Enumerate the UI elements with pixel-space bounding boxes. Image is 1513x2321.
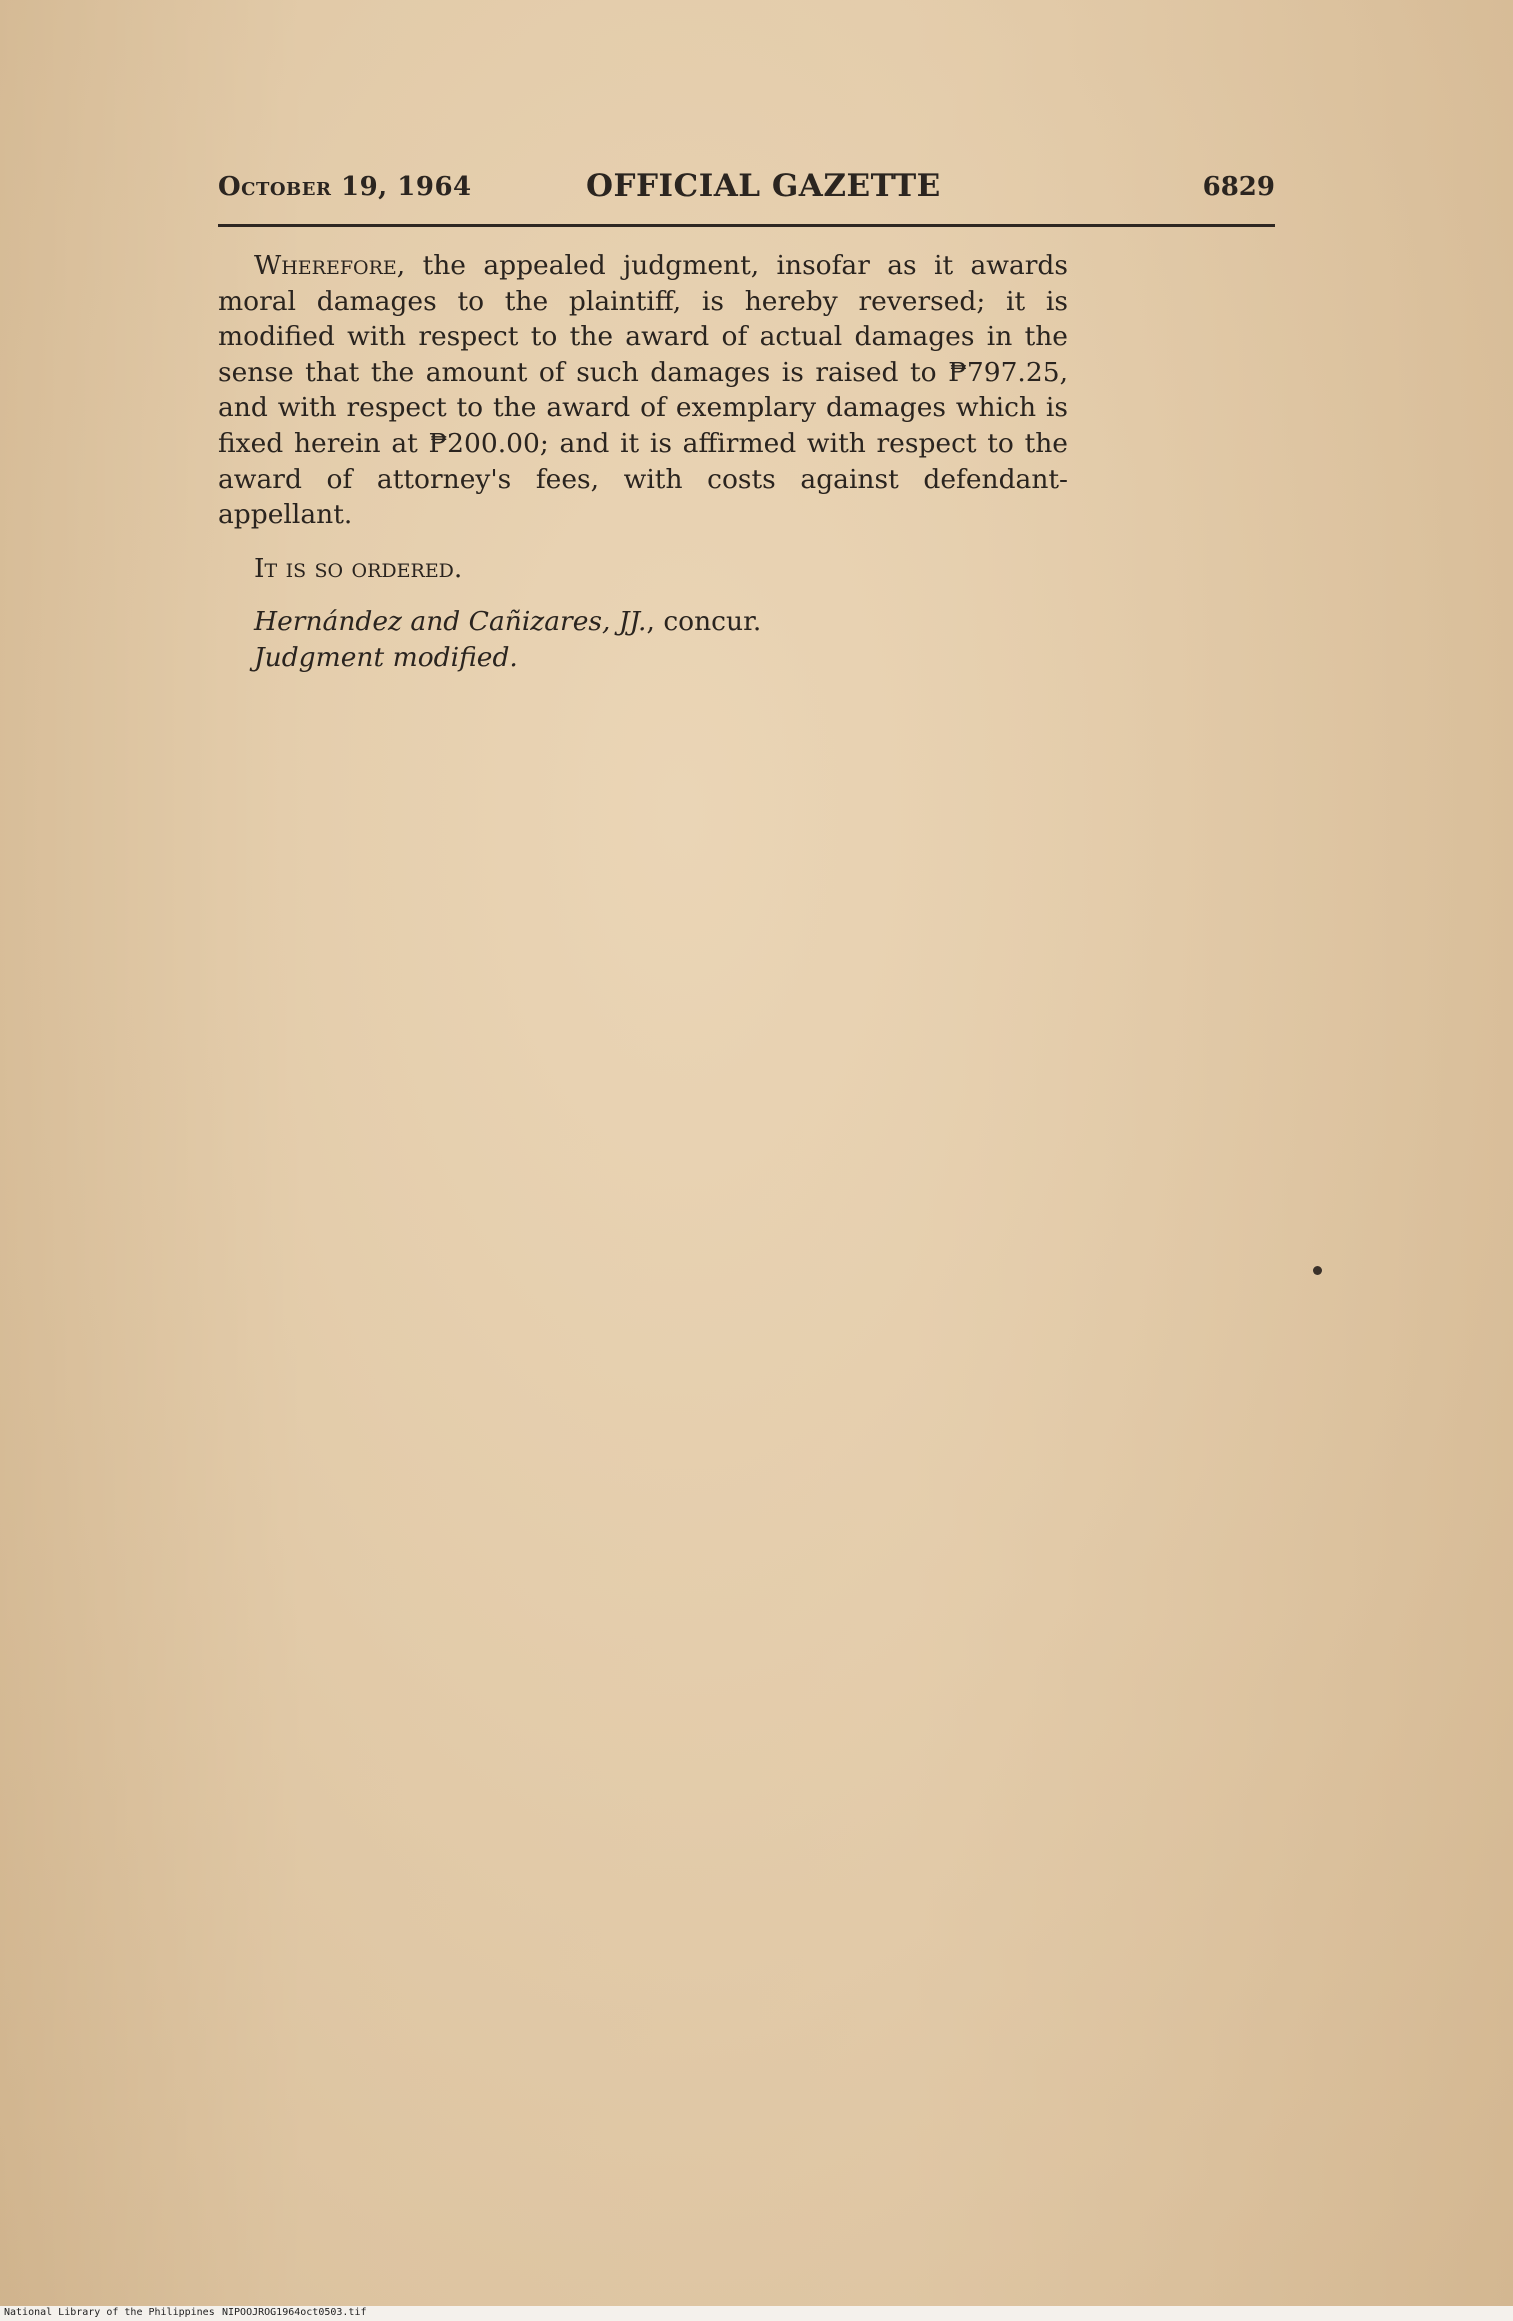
wherefore-lead: Wherefore xyxy=(254,250,397,281)
wherefore-paragraph xyxy=(218,248,1068,533)
footer-filename: NIPOOJROG1964oct0503.tif xyxy=(222,2307,367,2318)
judgment-line: Judgment modified. xyxy=(254,641,518,673)
order-line: It is so ordered. xyxy=(254,552,463,584)
concur-word: , concur. xyxy=(646,606,762,638)
header-date: October 19, 1964 xyxy=(218,172,472,202)
header-page-number: 6829 xyxy=(1202,172,1275,202)
main-text xyxy=(218,248,1068,676)
wherefore-text: , the appealed judgment, insofar as it awards moral damages to the plaintiff, is hereby reversed; it is modified with respect to the award of actual damages in the sense that the amount of such damages is raised to ₱797.25, and with respect to the award of exemplary damages which is fixed herein at ₱200.00; and it is affirmed with respect to the award of attorney's fees, with costs against defendant-appellant. xyxy=(218,250,1068,531)
header-rule xyxy=(218,224,1275,227)
footer-library: National Library of the Philippines xyxy=(4,2307,215,2318)
page-header xyxy=(218,168,1275,208)
concur-line xyxy=(218,604,1068,640)
concur-names: Hernández and Cañizares, JJ. xyxy=(254,606,647,638)
header-title: OFFICIAL GAZETTE xyxy=(586,168,941,204)
ink-speck xyxy=(1313,1266,1322,1275)
